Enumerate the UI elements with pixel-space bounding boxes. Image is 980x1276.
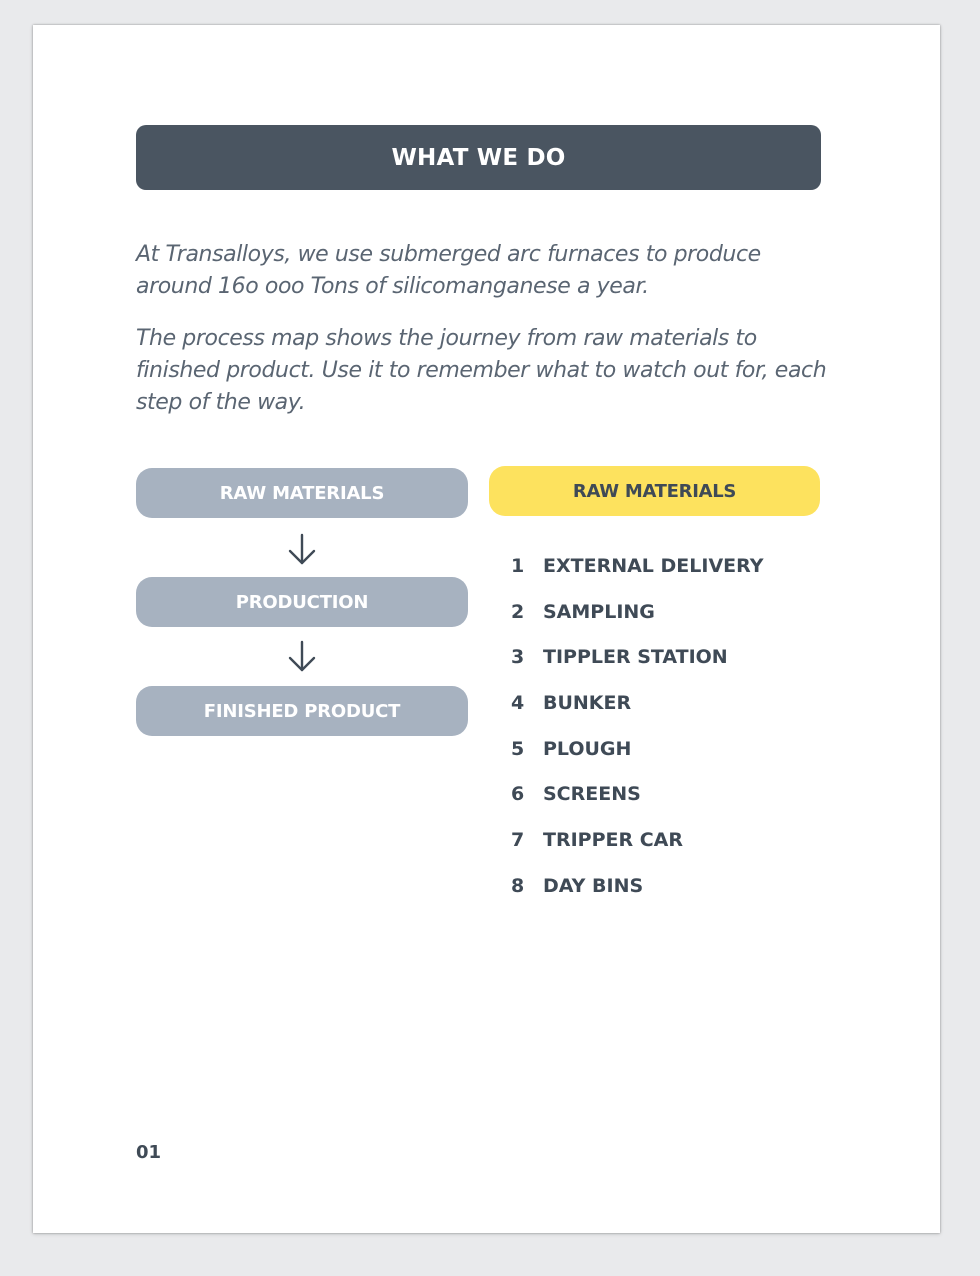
- flow-stage-label: FINISHED PRODUCT: [203, 700, 401, 722]
- step-number: 2: [511, 600, 525, 623]
- list-item: [511, 634, 764, 680]
- flow-stage-raw-materials: [136, 468, 468, 518]
- document-page: [33, 25, 940, 1233]
- step-label: TRIPPER CAR: [543, 828, 684, 851]
- step-label: SAMPLING: [543, 600, 655, 623]
- step-label: DAY BINS: [543, 874, 644, 897]
- intro-paragraph-1: At Transalloys, we use submerged arc furnaces to produce around 16o ooo Tons of silicomanganese a year.: [136, 242, 761, 299]
- flow-stage-label: RAW MATERIALS: [219, 482, 385, 504]
- step-label: PLOUGH: [543, 737, 632, 760]
- step-number: 1: [511, 554, 525, 577]
- page-title: WHAT WE DO: [391, 144, 566, 171]
- flow-stage-label: PRODUCTION: [235, 591, 369, 613]
- step-label: TIPPLER STATION: [543, 646, 728, 669]
- list-item: [511, 680, 764, 726]
- arrow-down-icon: [287, 532, 317, 568]
- step-label: SCREENS: [543, 783, 641, 806]
- step-number: 3: [511, 646, 525, 669]
- step-number: 5: [511, 737, 525, 760]
- arrow-down-icon: [287, 639, 317, 675]
- list-item: [511, 543, 764, 589]
- step-number: 8: [511, 874, 525, 897]
- page-number: 01: [136, 1142, 162, 1163]
- process-steps-list: [511, 543, 764, 909]
- section-heading-label: RAW MATERIALS: [572, 480, 737, 502]
- flow-stage-production: [136, 577, 468, 627]
- step-label: EXTERNAL DELIVERY: [543, 554, 764, 577]
- list-item: [511, 817, 764, 863]
- flow-stage-finished-product: [136, 686, 468, 736]
- step-number: 6: [511, 783, 525, 806]
- step-label: BUNKER: [543, 691, 632, 714]
- list-item: [511, 726, 764, 772]
- intro-paragraph-2: The process map shows the journey from raw materials to finished product. Use it to remember what to watch out for, each step of the way.: [136, 326, 827, 415]
- list-item: [511, 771, 764, 817]
- list-item: [511, 589, 764, 635]
- step-number: 4: [511, 691, 525, 714]
- step-number: 7: [511, 828, 525, 851]
- list-item: [511, 863, 764, 909]
- page-title-banner: [136, 125, 821, 190]
- section-heading-raw-materials: [489, 466, 820, 516]
